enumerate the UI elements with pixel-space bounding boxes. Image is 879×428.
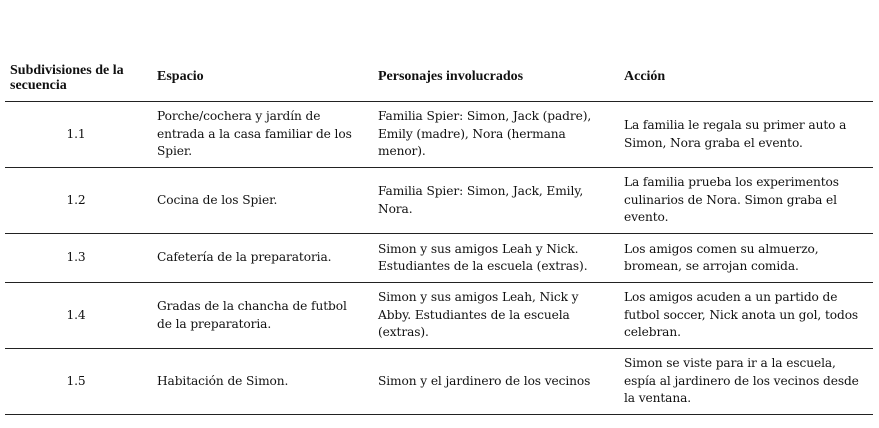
cell-personajes: Simon y sus amigos Leah, Nick y Abby. Estudiantes de la escuela (extras).	[368, 283, 614, 349]
cell-accion: La familia prueba los experimentos culinarios de Nora. Simon graba el evento.	[614, 168, 873, 234]
cell-espacio: Porche/cochera y jardín de entrada a la casa familiar de los Spier.	[147, 102, 368, 168]
cell-subdivision: 1.2	[5, 168, 147, 234]
cell-subdivision: 1.4	[5, 283, 147, 349]
header-row	[5, 48, 873, 102]
sequence-table-container	[5, 48, 873, 415]
cell-accion: Los amigos acuden a un partido de futbol soccer, Nick anota un gol, todos celebran.	[614, 283, 873, 349]
table-row	[5, 102, 873, 168]
table-row	[5, 283, 873, 349]
header-subdivisiones: Subdivisiones de la secuencia	[5, 48, 147, 102]
header-accion: Acción	[614, 48, 873, 102]
cell-personajes: Familia Spier: Simon, Jack, Emily, Nora.	[368, 168, 614, 234]
cell-accion: La familia le regala su primer auto a Simon, Nora graba el evento.	[614, 102, 873, 168]
cell-personajes: Simon y sus amigos Leah y Nick. Estudiantes de la escuela (extras).	[368, 234, 614, 283]
cell-espacio: Cocina de los Spier.	[147, 168, 368, 234]
cell-personajes: Simon y el jardinero de los vecinos	[368, 349, 614, 415]
table-row	[5, 168, 873, 234]
cell-espacio: Cafetería de la preparatoria.	[147, 234, 368, 283]
header-personajes: Personajes involucrados	[368, 48, 614, 102]
table-body	[5, 102, 873, 415]
cell-accion: Los amigos comen su almuerzo, bromean, se arrojan comida.	[614, 234, 873, 283]
cell-espacio: Gradas de la chancha de futbol de la preparatoria.	[147, 283, 368, 349]
cell-espacio: Habitación de Simon.	[147, 349, 368, 415]
cell-subdivision: 1.3	[5, 234, 147, 283]
table-header	[5, 48, 873, 102]
table-row	[5, 234, 873, 283]
cell-personajes: Familia Spier: Simon, Jack (padre), Emily (madre), Nora (hermana menor).	[368, 102, 614, 168]
cell-subdivision: 1.1	[5, 102, 147, 168]
cell-accion: Simon se viste para ir a la escuela, espía al jardinero de los vecinos desde la ventana.	[614, 349, 873, 415]
table-row	[5, 349, 873, 415]
cell-subdivision: 1.5	[5, 349, 147, 415]
header-espacio: Espacio	[147, 48, 368, 102]
sequence-table	[5, 48, 873, 415]
